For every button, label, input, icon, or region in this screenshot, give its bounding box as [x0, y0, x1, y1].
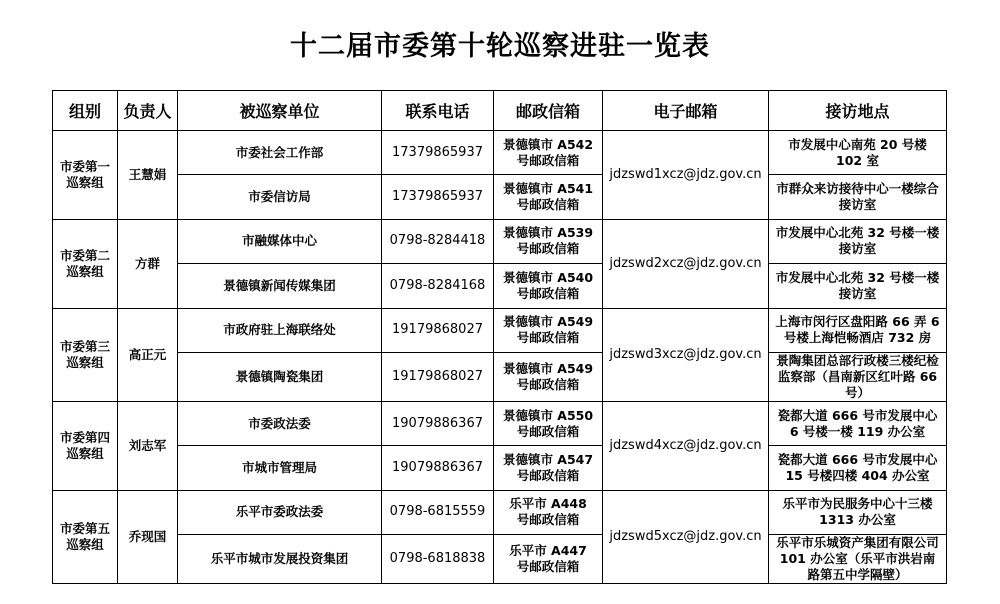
- table-row: [53, 490, 947, 534]
- phone-cell: 19179868027: [382, 352, 494, 401]
- phone-cell: 0798-6815559: [382, 490, 494, 534]
- header-address: 接访地点: [769, 91, 947, 131]
- group-cell: 市委第二巡察组: [53, 219, 118, 308]
- postbox-cell: 景德镇市 A539 号邮政信箱: [494, 219, 603, 263]
- leader-cell: 刘志军: [118, 401, 178, 490]
- unit-cell: 市委政法委: [178, 401, 382, 445]
- header-leader: 负责人: [118, 91, 178, 131]
- email-cell: jdzswd4xcz@jdz.gov.cn: [603, 401, 769, 490]
- address-cell: 景陶集团总部行政楼三楼纪检监察部（昌南新区红叶路 66 号）: [769, 352, 947, 401]
- unit-cell: 景德镇陶瓷集团: [178, 352, 382, 401]
- address-cell: 市群众来访接待中心一楼综合接访室: [769, 175, 947, 219]
- address-cell: 市发展中心南苑 20 号楼 102 室: [769, 131, 947, 175]
- table-row: [53, 352, 947, 401]
- unit-cell: 景德镇新闻传媒集团: [178, 264, 382, 308]
- phone-cell: 19079886367: [382, 446, 494, 490]
- header-unit: 被巡察单位: [178, 91, 382, 131]
- email-cell: jdzswd3xcz@jdz.gov.cn: [603, 308, 769, 401]
- postbox-cell: 景德镇市 A542 号邮政信箱: [494, 131, 603, 175]
- table-row: [53, 401, 947, 445]
- phone-cell: 19179868027: [382, 308, 494, 352]
- table-row: [53, 175, 947, 219]
- inspection-table: [52, 90, 947, 584]
- postbox-cell: 景德镇市 A550 号邮政信箱: [494, 401, 603, 445]
- email-cell: jdzswd1xcz@jdz.gov.cn: [603, 131, 769, 220]
- postbox-cell: 景德镇市 A549 号邮政信箱: [494, 308, 603, 352]
- unit-cell: 市委信访局: [178, 175, 382, 219]
- phone-cell: 17379865937: [382, 175, 494, 219]
- phone-cell: 19079886367: [382, 401, 494, 445]
- group-cell: 市委第四巡察组: [53, 401, 118, 490]
- email-cell: jdzswd5xcz@jdz.gov.cn: [603, 490, 769, 583]
- header-row: [53, 91, 947, 131]
- phone-cell: 17379865937: [382, 131, 494, 175]
- address-cell: 瓷都大道 666 号市发展中心 15 号楼四楼 404 办公室: [769, 446, 947, 490]
- address-cell: 乐平市乐城资产集团有限公司 101 办公室（乐平市洪岩南路第五中学隔壁）: [769, 535, 947, 584]
- email-cell: jdzswd2xcz@jdz.gov.cn: [603, 219, 769, 308]
- leader-cell: 高正元: [118, 308, 178, 401]
- phone-cell: 0798-8284168: [382, 264, 494, 308]
- address-cell: 瓷都大道 666 号市发展中心 6 号楼一楼 119 办公室: [769, 401, 947, 445]
- table-row: [53, 219, 947, 263]
- unit-cell: 市城市管理局: [178, 446, 382, 490]
- unit-cell: 乐平市城市发展投资集团: [178, 535, 382, 584]
- unit-cell: 市政府驻上海联络处: [178, 308, 382, 352]
- unit-cell: 市委社会工作部: [178, 131, 382, 175]
- group-cell: 市委第五巡察组: [53, 490, 118, 583]
- group-cell: 市委第一巡察组: [53, 131, 118, 220]
- address-cell: 乐平市为民服务中心十三楼 1313 办公室: [769, 490, 947, 534]
- header-group: 组别: [53, 91, 118, 131]
- postbox-cell: 乐平市 A448 号邮政信箱: [494, 490, 603, 534]
- postbox-cell: 景德镇市 A547 号邮政信箱: [494, 446, 603, 490]
- unit-cell: 市融媒体中心: [178, 219, 382, 263]
- postbox-cell: 景德镇市 A549 号邮政信箱: [494, 352, 603, 401]
- address-cell: 市发展中心北苑 32 号楼一楼接访室: [769, 219, 947, 263]
- postbox-cell: 景德镇市 A541 号邮政信箱: [494, 175, 603, 219]
- leader-cell: 乔现国: [118, 490, 178, 583]
- header-email: 电子邮箱: [603, 91, 769, 131]
- address-cell: 上海市闵行区盘阳路 66 弄 6 号楼上海恺畅酒店 732 房: [769, 308, 947, 352]
- phone-cell: 0798-6818838: [382, 535, 494, 584]
- phone-cell: 0798-8284418: [382, 219, 494, 263]
- header-phone: 联系电话: [382, 91, 494, 131]
- unit-cell: 乐平市委政法委: [178, 490, 382, 534]
- leader-cell: 王慧娟: [118, 131, 178, 220]
- postbox-cell: 景德镇市 A540 号邮政信箱: [494, 264, 603, 308]
- table-row: [53, 535, 947, 584]
- table-row: [53, 308, 947, 352]
- header-postbox: 邮政信箱: [494, 91, 603, 131]
- page-title: 十二届市委第十轮巡察进驻一览表: [290, 31, 710, 62]
- table-row: [53, 264, 947, 308]
- table-row: [53, 131, 947, 175]
- postbox-cell: 乐平市 A447 号邮政信箱: [494, 535, 603, 584]
- group-cell: 市委第三巡察组: [53, 308, 118, 401]
- table-row: [53, 446, 947, 490]
- leader-cell: 方群: [118, 219, 178, 308]
- address-cell: 市发展中心北苑 32 号楼一楼接访室: [769, 264, 947, 308]
